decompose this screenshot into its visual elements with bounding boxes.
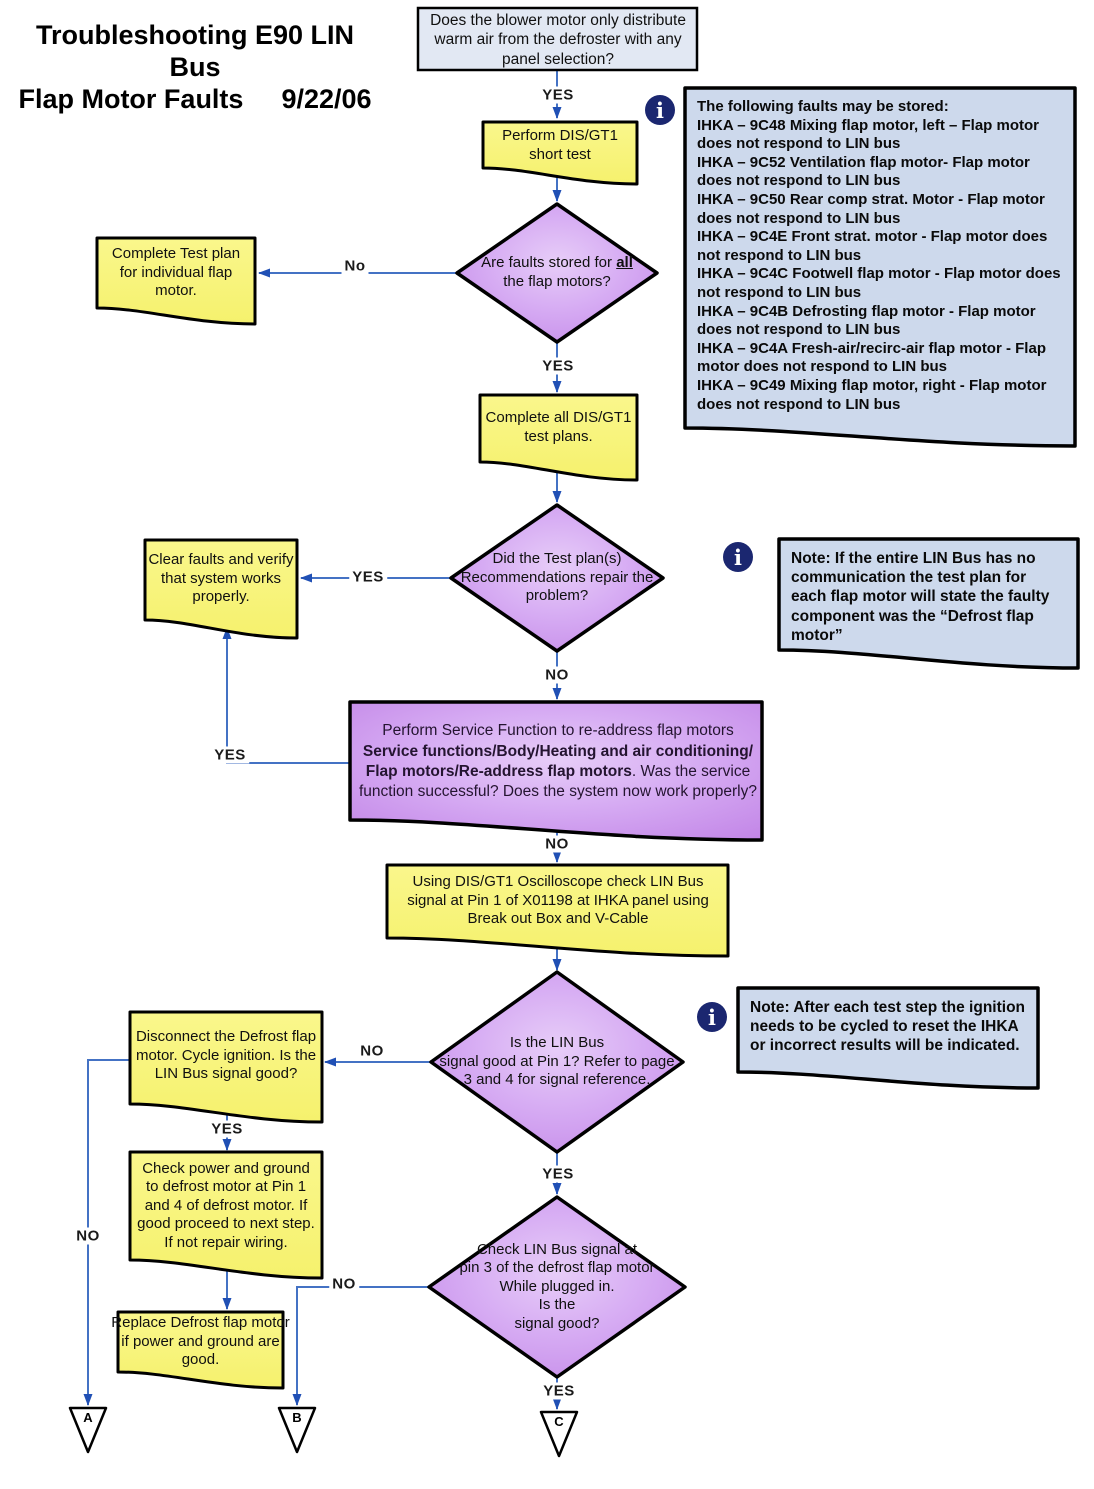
- node-text-line: signal good at Pin 1? Refer to page: [439, 1052, 675, 1070]
- node-text-line: Is the: [538, 1296, 576, 1314]
- node-text-line: motor.: [155, 282, 197, 300]
- pin1-decision: [427, 1032, 687, 1092]
- node-text-line: Did the Test plan(s): [492, 550, 622, 568]
- node-text-line: signal at Pin 1 of X01198 at IHKA panel using: [407, 891, 709, 909]
- offpage-a-label: A: [83, 1410, 93, 1425]
- clearfaults-node: [147, 546, 295, 612]
- oscilloscope-node: [390, 871, 726, 931]
- fault-item: IHKA – 9C50 Rear comp strat. Motor - Flap motor does not respond to LIN bus: [697, 190, 1045, 227]
- pin3-decision: [437, 1238, 677, 1336]
- node-text-line: Check power and ground: [142, 1159, 310, 1177]
- fault-item: IHKA – 9C52 Ventilation flap motor- Flap motor does not respond to LIN bus: [697, 153, 1030, 190]
- info-icon: i: [697, 1002, 727, 1032]
- node-text-line: Clear faults and verify: [148, 551, 294, 569]
- node-text-line: to defrost motor at Pin 1: [145, 1178, 307, 1196]
- page-title: [10, 20, 380, 116]
- node-text-line: [366, 762, 750, 782]
- node-text-line: pin 3 of the defrost flap motor: [459, 1259, 655, 1277]
- branch-label-yes: YES: [349, 569, 387, 586]
- branch-label-yes: YES: [539, 1166, 577, 1183]
- page-title-line2: [10, 84, 380, 116]
- node-text-line: Does the blower motor only distribute: [430, 12, 686, 30]
- offpage-triangles: [70, 1408, 577, 1456]
- branch-label-yes: YES: [211, 747, 249, 764]
- info-icon: i: [723, 542, 753, 572]
- node-text-line: Service functions/Body/Heating and air conditioning/: [362, 742, 754, 760]
- faults-stored-prefix: Are faults stored for: [481, 254, 617, 272]
- repair-decision: [447, 546, 667, 610]
- node-text-line: warm air from the defroster with any: [434, 31, 682, 49]
- faults-stored-all-emphasis: all: [616, 254, 633, 272]
- connector-service-yes-up: [227, 628, 350, 763]
- node-text-line: that system works: [160, 569, 282, 587]
- replace-node: [111, 1314, 290, 1369]
- faults-note-title: The following faults may be stored:: [697, 98, 949, 115]
- node-text-line: While plugged in.: [499, 1277, 615, 1295]
- checkpower-node: [133, 1158, 319, 1254]
- node-text-line: motor. Cycle ignition. Is the: [135, 1046, 317, 1064]
- node-text-line: Replace Defrost flap motor: [111, 1314, 290, 1332]
- page-title-subject: Flap Motor Faults: [18, 83, 244, 114]
- branch-label-no: NO: [357, 1043, 387, 1060]
- node-text-line: Perform Service Function to re-address flap motors: [382, 722, 734, 740]
- page-title-date: 9/22/06: [281, 83, 372, 114]
- individualplan-node: [99, 242, 253, 304]
- node-text-line: 3 and 4 for signal reference.: [463, 1071, 651, 1089]
- fault-item: IHKA – 9C48 Mixing flap motor, left – Flap motor does not respond to LIN bus: [697, 116, 1039, 153]
- node-text-line: Complete Test plan: [111, 245, 241, 263]
- node-text-line: short test: [529, 146, 591, 163]
- node-text-line: Perform DIS/GT1: [502, 127, 618, 145]
- node-text-line: for individual flap: [119, 263, 233, 281]
- connector-d4-no-to-b: [297, 1287, 429, 1405]
- branch-label-no: NO: [329, 1276, 359, 1293]
- branch-label-no: NO: [73, 1228, 103, 1245]
- node-text-line: Check LIN Bus signal at: [476, 1240, 638, 1258]
- node-text-line: properly.: [192, 588, 250, 606]
- fault-item: IHKA – 9C4B Defrosting flap motor - Flap motor does not respond to LIN bus: [697, 302, 1036, 339]
- node-text-line: signal good?: [514, 1314, 600, 1332]
- branch-label-no: NO: [542, 836, 572, 853]
- node-text-line: Disconnect the Defrost flap: [135, 1028, 317, 1046]
- node-text-line: LIN Bus signal good?: [154, 1065, 298, 1083]
- node-text-line: If not repair wiring.: [164, 1233, 288, 1251]
- fault-item: IHKA – 9C49 Mixing flap motor, right - Flap motor does not respond to LIN bus: [697, 376, 1047, 413]
- node-text-line: panel selection?: [501, 50, 615, 68]
- info-icon: i: [645, 95, 675, 125]
- branch-label-yes: YES: [208, 1121, 246, 1138]
- node-text-line: Recommendations repair the: [460, 568, 654, 586]
- ignition-note: Note: After each test step the ignition needs to be cycled to reset the IHKA or incorrect results will be indicated.: [750, 999, 1026, 1055]
- start-node: [420, 12, 696, 68]
- node-text-line: function successful? Does the system now work properly?: [358, 783, 757, 801]
- branch-label-yes: YES: [539, 358, 577, 375]
- node-text-line: and 4 of defrost motor. If: [144, 1196, 308, 1214]
- offpage-c-label: C: [554, 1414, 564, 1429]
- disconnect-node: [133, 1024, 319, 1088]
- page-title-line1: Troubleshooting E90 LIN Bus: [35, 20, 354, 82]
- node-text-line: test plans.: [524, 428, 593, 445]
- service-node: [358, 712, 758, 812]
- branch-label-yes: YES: [539, 87, 577, 104]
- node-text-line: Using DIS/GT1 Oscilloscope check LIN Bus: [412, 873, 704, 891]
- node-text-line: good.: [181, 1351, 220, 1369]
- offpage-b-label: B: [292, 1410, 302, 1425]
- completeall-node: [482, 400, 635, 456]
- defrost-note: Note: If the entire LIN Bus has no communication the test plan for each flap motor will state the faulty component was the “Defrost flap motor”: [791, 550, 1050, 644]
- node-text-line: good proceed to next step.: [137, 1215, 315, 1233]
- fault-item: IHKA – 9C4E Front strat. motor - Flap motor does not respond to LIN bus: [697, 228, 1048, 264]
- branch-label-no: No: [342, 258, 369, 275]
- branch-label-no: NO: [542, 667, 572, 684]
- node-text-line: the flap motors?: [503, 273, 611, 290]
- node-text-line: Complete all DIS/GT1: [485, 409, 632, 427]
- shorttest-node: [485, 126, 635, 166]
- service-bold-path: Flap motors/Re-address flap motors: [365, 763, 632, 780]
- node-text-line: if power and ground are: [121, 1332, 280, 1350]
- node-text-line: Break out Box and V-Cable: [467, 910, 649, 928]
- fault-item: IHKA – 9C4C Footwell flap motor - Flap motor does not respond to LIN bus: [697, 265, 1061, 301]
- node-text-line: [481, 254, 633, 273]
- fault-item: IHKA – 9C4A Fresh-air/recirc-air flap motor - Flap motor does not respond to LIN bus: [697, 339, 1046, 376]
- node-text-line: problem?: [525, 587, 589, 605]
- service-line3-rest: . Was the service: [631, 763, 751, 780]
- faults-note: [697, 98, 1065, 414]
- branch-label-yes: YES: [540, 1383, 578, 1400]
- faults-stored-decision: [457, 246, 657, 300]
- node-text-line: Is the LIN Bus: [509, 1034, 605, 1052]
